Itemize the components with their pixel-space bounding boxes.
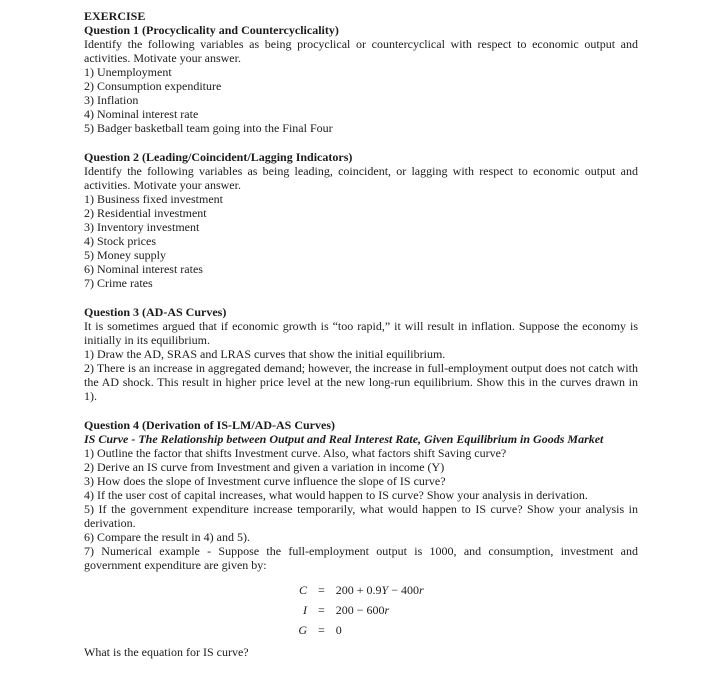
question-item: 4) If the user cost of capital increases, what would happen to IS curve? Show your analysis in derivation. [84,488,588,502]
equation-lhs: G [298,623,307,637]
question-item: 3) How does the slope of Investment curve influence the slope of IS curve? [84,474,446,488]
equation-term: 200 − 600 [335,603,385,617]
equation-rhs [336,600,424,620]
equation-rhs [336,620,424,640]
question-item: 1) Unemployment [84,65,172,79]
question-item: 5) If the government expenditure increase temporarily, what would happen to IS curve? Show your analysis in derivation. [84,502,638,530]
exercise-header: EXERCISE [84,9,146,23]
equation-lhs: C [298,583,307,597]
question-title: Question 2 (Leading/Coincident/Lagging Indicators) [84,150,353,164]
equation-term: 0 [335,623,342,637]
equation-term: − 400 [388,583,420,597]
question-2-section [84,150,638,290]
closing-question: What is the equation for IS curve? [84,645,249,659]
question-item: 4) Nominal interest rate [84,107,199,121]
equation-variable: r [384,603,390,617]
equation-variable: Y [381,583,389,597]
question-item: 2) Derive an IS curve from Investment and given a variation in income (Y) [84,460,445,474]
question-item: 7) Crime rates [84,276,153,290]
question-item: 6) Nominal interest rates [84,262,203,276]
question-item: 2) Residential investment [84,206,207,220]
question-item: 5) Money supply [84,248,166,262]
question-4-section [84,418,638,572]
equation-block [298,580,423,640]
equals-sign: = [317,583,325,597]
question-item: 2) There is an increase in aggregated demand; however, the increase in full-employment output does not catch with the AD shock. This result in higher price level at the new long-run equilibrium. Show this in the curves drawn in 1). [84,361,638,403]
question-item: 2) Consumption expenditure [84,79,222,93]
question-item: 1) Outline the factor that shifts Investment curve. Also, what factors shift Saving curve? [84,446,507,460]
question-item: 3) Inventory investment [84,220,200,234]
equation-term: 200 + 0.9 [335,583,382,597]
question-intro: Identify the following variables as being leading, coincident, or lagging with respect to economic output and activities. Motivate your answer. [84,164,638,192]
question-intro: Identify the following variables as being procyclical or countercyclical with respect to economic output and activities. Motivate your answer. [84,37,638,65]
question-item: 5) Badger basketball team going into the Final Four [84,121,333,135]
question-item: 1) Business fixed investment [84,192,223,206]
question-item: 3) Inflation [84,93,139,107]
question-1-section [84,23,638,135]
equation-rhs [336,580,424,600]
equation-lhs: I [302,603,307,617]
question-item: 7) Numerical example - Suppose the full-employment output is 1000, and consumption, investment and government expenditure are given by: [84,544,638,572]
question-item: 1) Draw the AD, SRAS and LRAS curves that show the initial equilibrium. [84,347,446,361]
question-title: Question 1 (Procyclicality and Countercyclicality) [84,23,339,37]
question-item: 4) Stock prices [84,234,156,248]
equation-variable: r [419,583,424,597]
equals-sign: = [317,603,325,617]
question-title: Question 4 (Derivation of IS-LM/AD-AS Curves) [84,418,335,432]
question-intro: It is sometimes argued that if economic growth is “too rapid,” it will result in inflation. Suppose the economy is initially in its equilibrium. [84,319,638,347]
question-3-section [84,305,638,403]
equals-sign: = [317,623,325,637]
question-item: 6) Compare the result in 4) and 5). [84,530,250,544]
document-content [84,9,638,659]
question-subtitle: IS Curve - The Relationship between Output and Real Interest Rate, Given Equilibrium in Goods Market [84,432,604,446]
question-title: Question 3 (AD-AS Curves) [84,305,227,319]
